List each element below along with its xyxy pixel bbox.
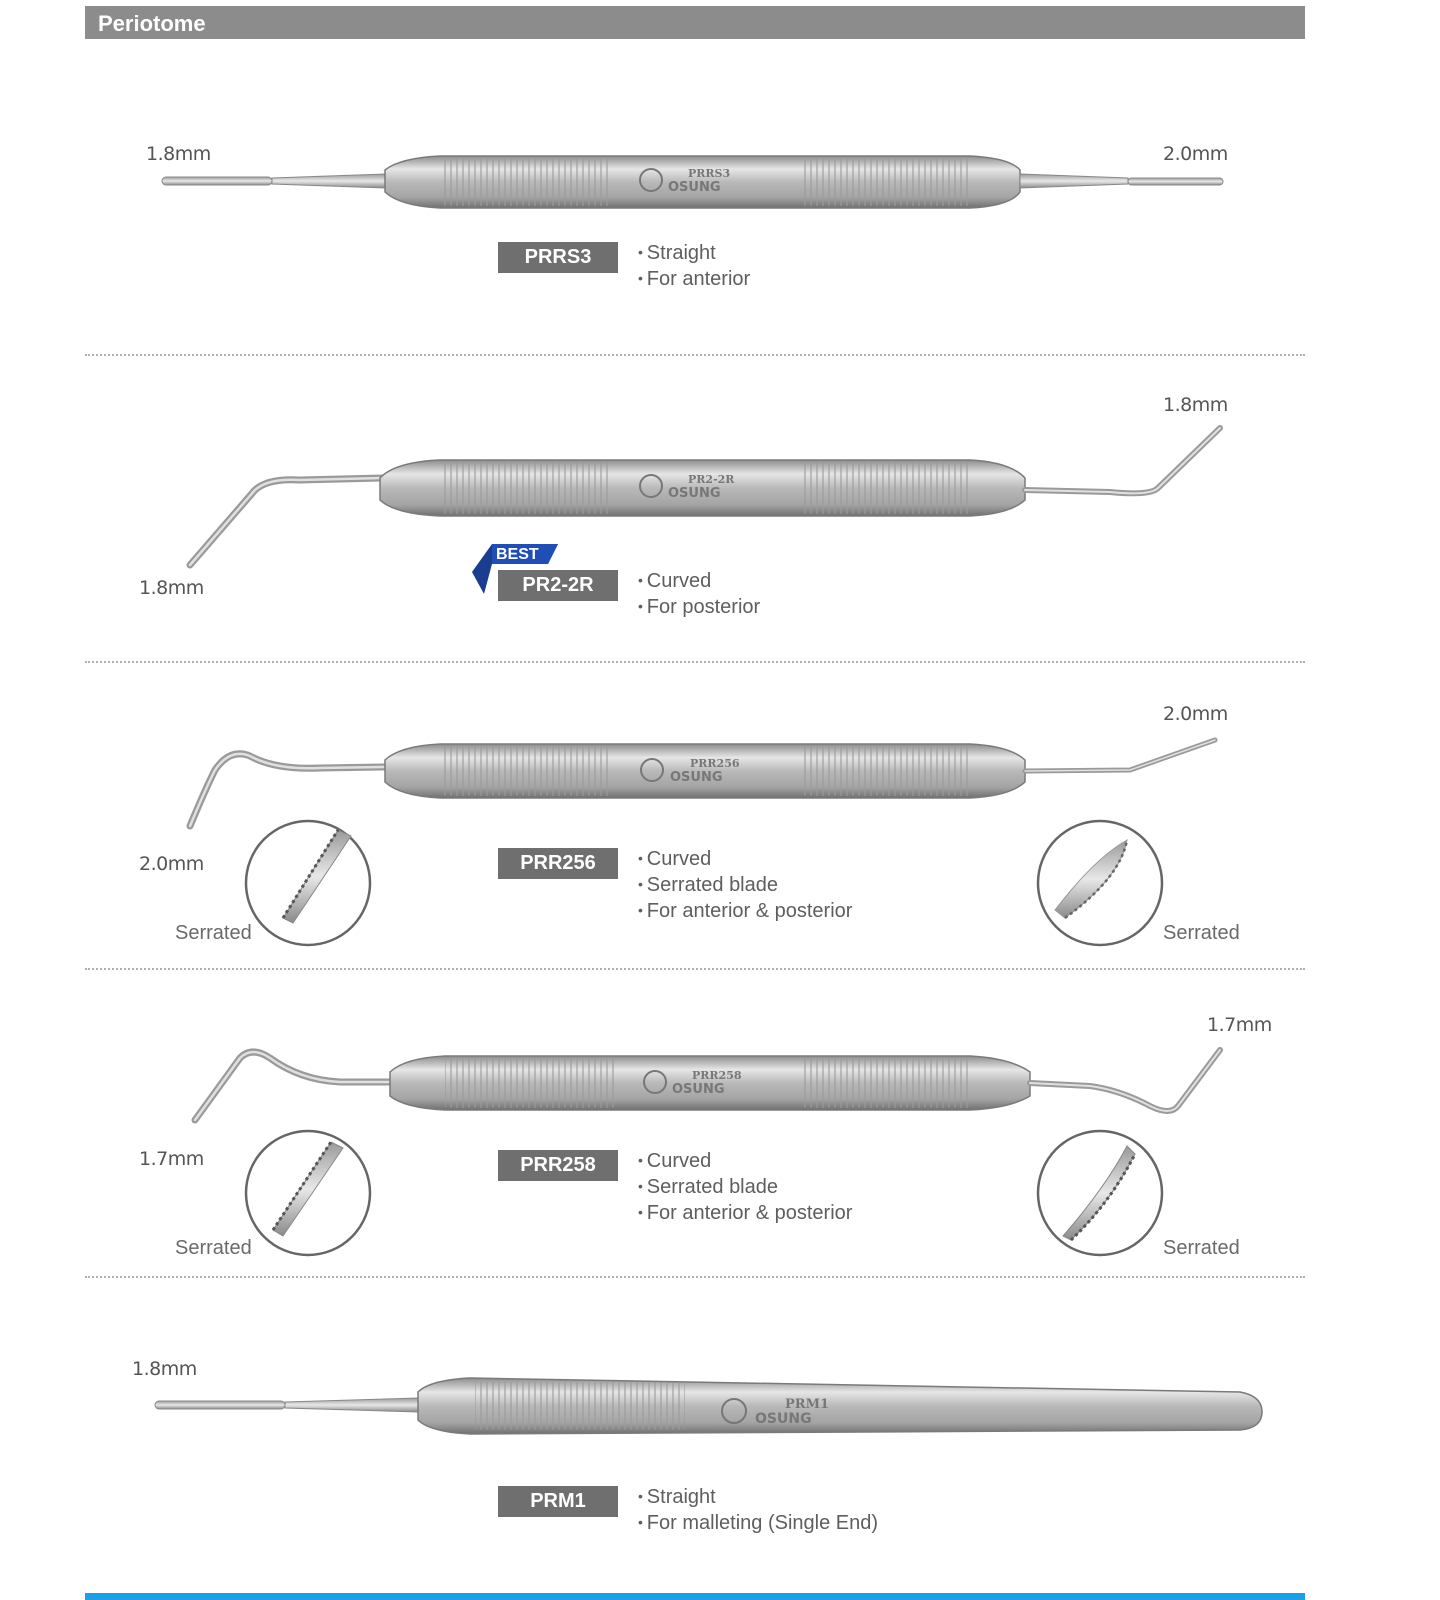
engraving-text: PR2-2R: [688, 473, 735, 486]
feature-item: • Straight: [638, 1484, 878, 1510]
footer-bar: [85, 1593, 1305, 1600]
engraving-text: PRR256: [690, 757, 740, 770]
feature-item: • Serrated blade: [638, 1174, 852, 1200]
feature-item: • For anterior & posterior: [638, 898, 852, 924]
page-title: Periotome: [98, 11, 206, 36]
serrated-label: Serrated: [175, 922, 252, 944]
engraving-text: PRM1: [785, 1397, 830, 1412]
engraving-text: PRRS3: [688, 167, 731, 180]
dimension-left: 2.0mm: [139, 853, 204, 875]
feature-item: • Curved: [638, 846, 852, 872]
feature-item: • For posterior: [638, 594, 760, 620]
dimension-right: 1.8mm: [1163, 394, 1228, 416]
feature-item: • For malleting (Single End): [638, 1510, 878, 1536]
serrated-label: Serrated: [1163, 922, 1240, 944]
product-code-badge: PR2-2R: [498, 570, 618, 601]
brand-engraving: OSUNG: [668, 486, 721, 501]
feature-item: • Curved: [638, 1148, 852, 1174]
feature-item: • For anterior & posterior: [638, 1200, 852, 1226]
feature-item: • For anterior: [638, 266, 750, 292]
serrated-label: Serrated: [1163, 1237, 1240, 1259]
dimension-right: 1.7mm: [1207, 1014, 1272, 1036]
feature-item: • Curved: [638, 568, 760, 594]
product-code-badge: PRRS3: [498, 242, 618, 273]
product-code-badge: PRR256: [498, 848, 618, 879]
brand-engraving: OSUNG: [668, 180, 721, 195]
brand-engraving: OSUNG: [755, 1411, 812, 1427]
dimension-right: 2.0mm: [1163, 703, 1228, 725]
feature-list: [638, 1484, 878, 1536]
dimension-left: 1.7mm: [139, 1148, 204, 1170]
serrated-label: Serrated: [175, 1237, 252, 1259]
product-code-badge: PRM1: [498, 1486, 618, 1517]
best-label: BEST: [496, 546, 539, 563]
engraving-text: PRR258: [692, 1069, 742, 1082]
feature-item: • Straight: [638, 240, 750, 266]
dimension-left: 1.8mm: [139, 577, 204, 599]
brand-engraving: OSUNG: [670, 770, 723, 785]
dimension-left: 1.8mm: [132, 1358, 197, 1380]
dimension-left: 1.8mm: [146, 143, 211, 165]
feature-item: • Serrated blade: [638, 872, 852, 898]
product-code-badge: PRR258: [498, 1150, 618, 1181]
dimension-right: 2.0mm: [1163, 143, 1228, 165]
brand-engraving: OSUNG: [672, 1082, 725, 1097]
